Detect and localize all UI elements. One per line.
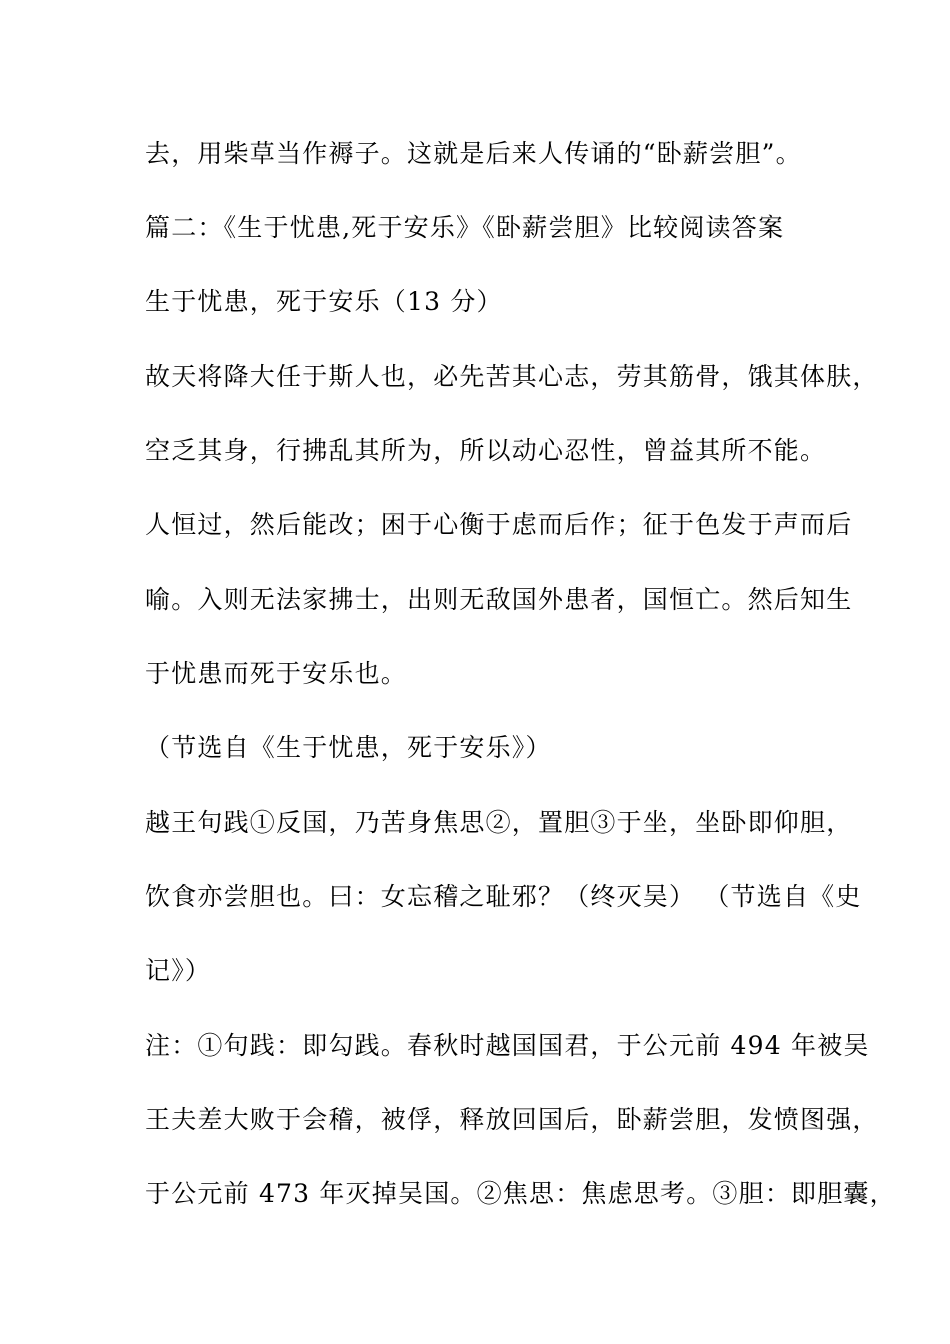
- annotation-line: 王夫差大败于会稽，被俘，释放回国后，卧薪尝胆，发愤图强，: [145, 1105, 879, 1134]
- source-note: （节选自《生于忧患，死于安乐》）: [145, 733, 552, 762]
- text-line: 越王句践①反国，乃苦身焦思②，置胆③于坐，坐卧即仰胆，: [145, 808, 853, 837]
- section-heading: 篇二：《生于忧患,死于安乐》《卧薪尝胆》比较阅读答案: [145, 213, 785, 242]
- subtitle-line: 生于忧患，死于安乐（13 分）: [145, 287, 503, 316]
- text-line: 故天将降大任于斯人也，必先苦其心志，劳其筋骨，饿其体肤，: [145, 362, 879, 391]
- text-line: 喻。入则无法家拂士，出则无敌国外患者，国恒亡。然后知生: [145, 585, 853, 614]
- text-line: 去，用柴草当作褥子。这就是后来人传诵的“卧薪尝胆”。: [145, 139, 802, 168]
- annotation-line: 于公元前 473 年灭掉吴国。②焦思：焦虑思考。③胆：即胆囊，: [145, 1179, 896, 1208]
- annotation-line: 注：①句践：即勾践。春秋时越国国君，于公元前 494 年被吴: [145, 1031, 870, 1060]
- text-line: 人恒过，然后能改；困于心衡于虑而后作；征于色发于声而后: [145, 510, 853, 539]
- text-line: 空乏其身，行拂乱其所为，所以动心忍性，曾益其所不能。: [145, 436, 827, 465]
- text-line: 于忧患而死于安乐也。: [145, 659, 408, 688]
- text-line: 饮食亦尝胆也。曰：女忘稽之耻邪？（终灭吴） （节选自《史: [145, 882, 862, 911]
- text-line: 记》）: [145, 956, 212, 985]
